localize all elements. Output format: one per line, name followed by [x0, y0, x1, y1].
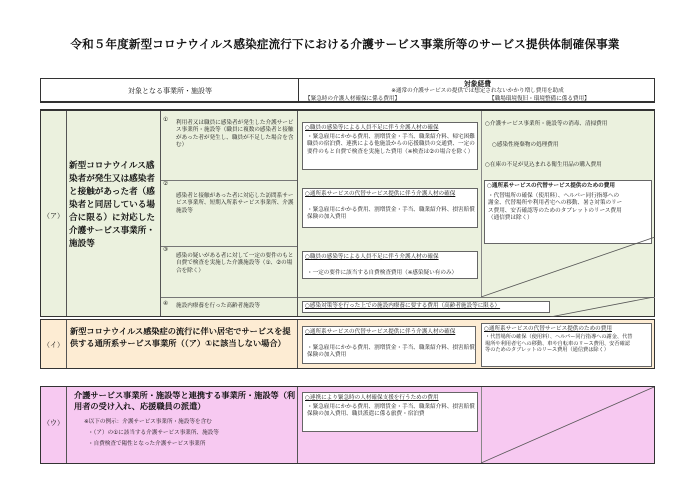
row-a-item-4-num: ④ — [163, 301, 169, 307]
row-a-item-1-num: ① — [163, 117, 169, 123]
row-i-left-box — [302, 326, 476, 364]
header-sub-right: 【職場環境復旧・環境整備に係る費用】 — [489, 96, 590, 102]
row-a-expense-box-2-body: ・緊急雇用にかかる費用、割増賃金・手当、職業紹介料、損害賠償保険の加入費用 — [307, 207, 475, 221]
row-a-label-divider — [66, 111, 67, 316]
row-a-expense-box-1-head: ○職員の感染等による人員不足に伴う介護人材の確保 — [305, 125, 439, 131]
page-title: 令和５年度新型コロナウイルス感染症流行下における介護サービス事業所等のサービス提供体制確保事業 — [70, 37, 620, 51]
row-a-right-sub-box — [484, 180, 652, 244]
row-a-expense-box-2-head: ○通所系サービスの代替サービス提供に伴う介護人材の確保 — [305, 191, 456, 197]
row-a-item-3-text: 感染の疑いがある者に対して一定の要件のもと自費で検査を実施した介護施設等（①、②の場合を除く） — [176, 253, 294, 274]
row-a-label: （ア） — [43, 212, 64, 220]
row-a-expense-box-1 — [302, 122, 478, 170]
row-i-name: 新型コロナウイルス感染症の流行に伴い居宅でサービスを提供する通所系サービス事業所（（ア）①に該当しない場合） — [70, 326, 291, 348]
row-a-right-item-2: ○感染性廃棄物の処理費用 — [492, 142, 559, 148]
row-u-box-head: ○連携により緊急時の人材確保支援を行うための費用 — [305, 395, 439, 401]
row-u-note-1: ※以下の例示：介護サービス事業所・施設等を含む — [84, 419, 212, 425]
row-a-expense-box-4 — [302, 301, 550, 313]
row-u-diagonal-line — [481, 387, 655, 463]
row-i-label-divider — [66, 320, 67, 368]
row-a-right-item-1: ○介護サービス事業所・施設等の消毒、清掃費用 — [485, 121, 608, 127]
row-i-left-box-body: ・緊急雇用にかかる費用、割増賃金・手当、職業紹介料、損害賠償保険の加入費用 — [307, 345, 475, 359]
header-facility-cell — [40, 78, 298, 103]
row-a-name-divider — [160, 111, 161, 316]
row-a-item-divider — [161, 180, 297, 181]
row-u-label: （ウ） — [43, 419, 64, 427]
row-i-name-divider — [297, 320, 298, 368]
row-a-expense-box-3-head: ○職員の感染等による人員不足に伴う介護人材の確保 — [305, 254, 439, 260]
row-i-right-box — [481, 323, 652, 367]
header-expense-title: 対象経費 — [463, 80, 492, 88]
row-a-right-sub-body: ・代替場所の確保（使用料）、ヘルパー同行指導への謝金、代替場所や利用者宅への移動、暑さ対策のリース費用、安否確認等のためのタブレットのリース費用（通信費は除く） — [488, 193, 623, 222]
row-a-item-2-num: ② — [163, 181, 169, 187]
row-a-expense-box-3-body: ・一定の要件に該当する自費検査費用（※感染疑い有のみ） — [307, 270, 458, 276]
row-i-right-box-head: ○通所系サービスの代替サービス提供のための費用 — [484, 326, 612, 332]
row-a-expense-box-4-head: ○感染対策等を行った上での施設内療養に要する費用（高齢者施設等に限る） — [305, 303, 501, 309]
row-a-item-2-text: 感染者と接触があった者に対応した訪問系サービス事業所、短期入所系サービス事業所、介護施設等 — [176, 193, 294, 214]
diagonal-line — [481, 237, 655, 297]
row-a-expense-box-2 — [302, 188, 478, 228]
row-u-name: 介護サービス事業所・施設等と連携する事業所・施設等（利用者の受け入れ、応援職員の派遣） — [74, 390, 296, 411]
row-a-right-item-3: ○在庫の不足が見込まれる衛生用品の購入費用 — [485, 162, 602, 168]
row-i-left-box-head: ○通所系サービスの代替サービス提供に伴う介護人材の確保 — [305, 329, 456, 335]
row-i-label: （イ） — [43, 341, 64, 349]
row-a-item-4-text: 施設内療養を行った高齢者施設等 — [176, 303, 260, 309]
header-expense-note: ※通常の介護サービスの提供では想定されないかかり増し費用を助成 — [391, 88, 564, 94]
row-a-right-sub-head: ○通所系サービスの代替サービス提供のための費用 — [487, 183, 615, 189]
row-a-diagonal-lines — [481, 237, 656, 297]
diagonal-line — [481, 387, 654, 463]
row-u-note-2: ・（ア）の①に該当する介護サービス事業所、施設等 — [88, 430, 219, 436]
row-a-items-divider — [297, 111, 298, 316]
row-a-diagonal-lines-lower — [550, 297, 655, 317]
row-u-box-body: ・緊急雇用にかかる費用、割増賃金・手当、職業紹介料、損害賠償保険の加入費用、職員派遣に係る旅費・宿泊費 — [307, 404, 475, 418]
row-a-item-1-text: 利用者又は職員に感染者が発生した介護サービス事業所・施設等（職員に複数の感染者と接触があった者が発生し、職員が不足した場合を含む） — [176, 120, 294, 149]
row-a-item-3-num: ③ — [163, 247, 169, 253]
row-a-expense-box-1-body: ・緊急雇用にかかる費用、割増賃金・手当、職業紹介料、帰宅困難職員の宿泊費、連携による他施設からの応援職員の交通費、一定の要件のもと自費で検査を実施した費用（※検査は②の場合を除く） — [307, 134, 475, 155]
header-expense-cell — [298, 78, 655, 103]
row-a-expense-box-3 — [302, 251, 478, 279]
row-a-item-divider — [161, 246, 297, 247]
row-a-name: 新型コロナウイルス感染者が発生又は感染者と接触があった者（感染者と同居している場合に限る）に対応した介護サービス事業所・施設等 — [69, 161, 155, 249]
row-u-label-divider — [66, 387, 67, 463]
header-facility-label: 対象となる事業所・施設等 — [128, 87, 212, 95]
diagonal-line — [550, 297, 654, 317]
row-i-right-box-body: ・代替場所の確保（使用料）、ヘルパー同行指導への謝金、代替場所や利用者宅への移動、車や自転車のリース費用、安否確認等のためのタブレットのリース費用（通信費は除く） — [485, 334, 633, 354]
row-u-note-3: ・自費検査で陽性となった介護サービス事業所 — [88, 441, 206, 447]
header-sub-left: 【緊急時の介護人材確保に係る費用】 — [305, 96, 401, 102]
row-u-box — [302, 392, 478, 432]
row-u-name-divider — [297, 387, 298, 463]
